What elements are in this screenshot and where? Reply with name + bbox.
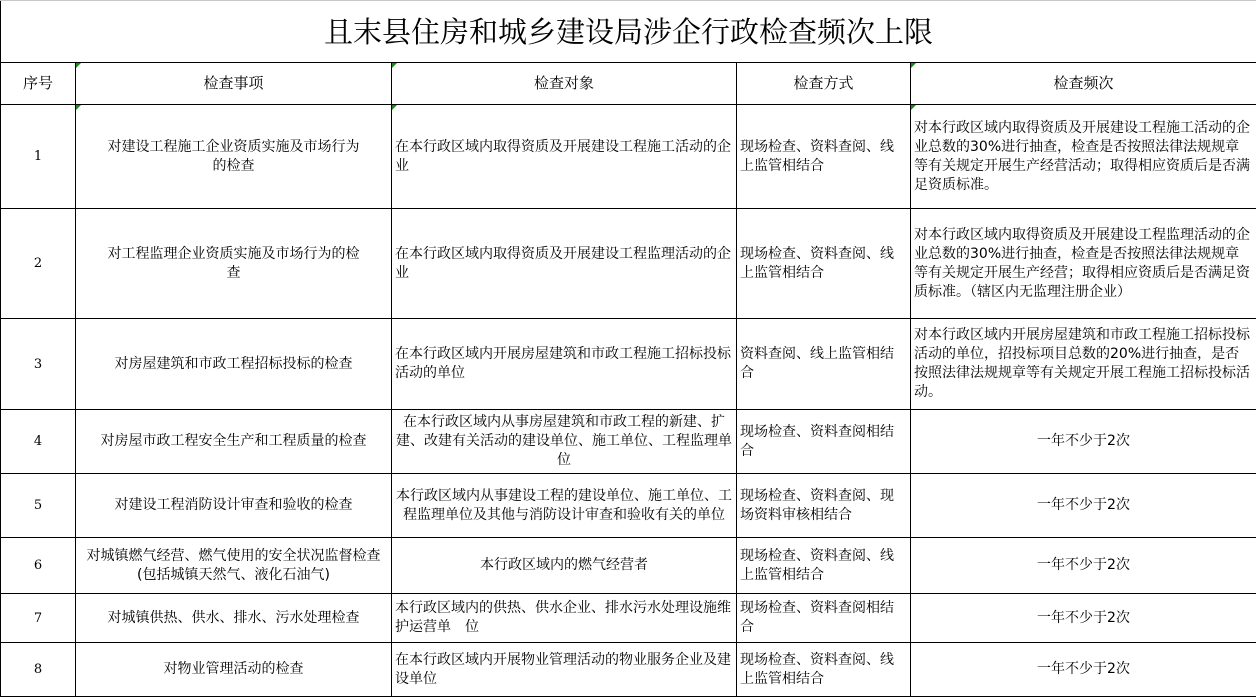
inspection-target: 在本行政区域内取得资质及开展建设工程监理活动的企业	[392, 209, 737, 319]
inspection-target: 本行政区域内从事建设工程的建设单位、施工单位、工程监理单位及其他与消防设计审查和验收有关的单位	[392, 474, 737, 538]
header-item: 检查事项	[76, 63, 392, 105]
inspection-target: 在本行政区域内从事房屋建筑和市政工程的新建、扩建、改建有关活动的建设单位、施工单位、工程监理单位	[392, 410, 737, 474]
inspection-frequency: 一年不少于2次	[911, 594, 1256, 643]
inspection-item: 对建设工程消防设计审查和验收的检查	[76, 474, 392, 538]
table-row	[1, 410, 1256, 474]
row-number: 4	[1, 410, 76, 474]
row-number: 2	[1, 209, 76, 319]
page-title: 且末县住房和城乡建设局涉企行政检查频次上限	[1, 1, 1256, 63]
inspection-method: 现场检查、资料查阅、线上监管相结合	[737, 209, 911, 319]
inspection-item: 对工程监理企业资质实施及市场行为的检查	[76, 209, 392, 319]
table-row	[1, 538, 1256, 594]
header-target: 检查对象	[392, 63, 737, 105]
inspection-item: 对房屋市政工程安全生产和工程质量的检查	[76, 410, 392, 474]
row-number: 5	[1, 474, 76, 538]
table-row	[1, 319, 1256, 410]
table-row	[1, 594, 1256, 643]
inspection-method: 资料查阅、线上监管相结合	[737, 319, 911, 410]
row-number: 7	[1, 594, 76, 643]
row-number: 3	[1, 319, 76, 410]
inspection-method: 现场检查、资料查阅、现场资料审核相结合	[737, 474, 911, 538]
inspection-method: 现场检查、资料查阅、线上监管相结合	[737, 105, 911, 209]
table-row	[1, 474, 1256, 538]
inspection-item: 对城镇供热、供水、排水、污水处理检查	[76, 594, 392, 643]
header-no: 序号	[1, 63, 76, 105]
inspection-target: 本行政区域内的燃气经营者	[392, 538, 737, 594]
inspection-frequency: 对本行政区域内取得资质及开展建设工程施工活动的企业总数的30%进行抽查，检查是否按照法律法规规章等有关规定开展生产经营活动；取得相应资质后是否满足资质标准。	[911, 105, 1256, 209]
header-frequency: 检查频次	[911, 63, 1256, 105]
inspection-target: 在本行政区域内开展房屋建筑和市政工程施工招标投标活动的单位	[392, 319, 737, 410]
row-number: 8	[1, 643, 76, 697]
inspection-frequency: 一年不少于2次	[911, 643, 1256, 697]
inspection-method: 现场检查、资料查阅相结合	[737, 594, 911, 643]
header-method: 检查方式	[737, 63, 911, 105]
table-row	[1, 209, 1256, 319]
row-number: 6	[1, 538, 76, 594]
inspection-method: 现场检查、资料查阅、线上监管相结合	[737, 538, 911, 594]
table-row	[1, 643, 1256, 697]
inspection-item: 对房屋建筑和市政工程招标投标的检查	[76, 319, 392, 410]
inspection-method: 现场检查、资料查阅、线上监管相结合	[737, 643, 911, 697]
inspection-item: 对城镇燃气经营、燃气使用的安全状况监督检查(包括城镇天然气、液化石油气)	[76, 538, 392, 594]
inspection-item: 对物业管理活动的检查	[76, 643, 392, 697]
inspection-target: 在本行政区域内取得资质及开展建设工程施工活动的企业	[392, 105, 737, 209]
title-row	[1, 1, 1256, 63]
row-number: 1	[1, 105, 76, 209]
inspection-frequency: 一年不少于2次	[911, 410, 1256, 474]
table-row	[1, 105, 1256, 209]
inspection-frequency: 对本行政区域内开展房屋建筑和市政工程施工招标投标活动的单位，招投标项目总数的20%进行抽查，是否按照法律法规规章等有关规定开展工程施工招标投标活动。	[911, 319, 1256, 410]
inspection-item: 对建设工程施工企业资质实施及市场行为的检查	[76, 105, 392, 209]
inspection-method: 现场检查、资料查阅相结合	[737, 410, 911, 474]
inspection-target: 在本行政区域内开展物业管理活动的物业服务企业及建设单位	[392, 643, 737, 697]
inspection-frequency: 一年不少于2次	[911, 474, 1256, 538]
inspection-frequency: 一年不少于2次	[911, 538, 1256, 594]
header-row	[1, 63, 1256, 105]
inspection-target: 本行政区域内的供热、供水企业、排水污水处理设施维护运营单 位	[392, 594, 737, 643]
inspection-frequency: 对本行政区域内取得资质及开展建设工程监理活动的企业总数的30%进行抽查，检查是否按照法律法规规章等有关规定开展生产经营；取得相应资质后是否满足资质标准。（辖区内无监理注册企业）	[911, 209, 1256, 319]
